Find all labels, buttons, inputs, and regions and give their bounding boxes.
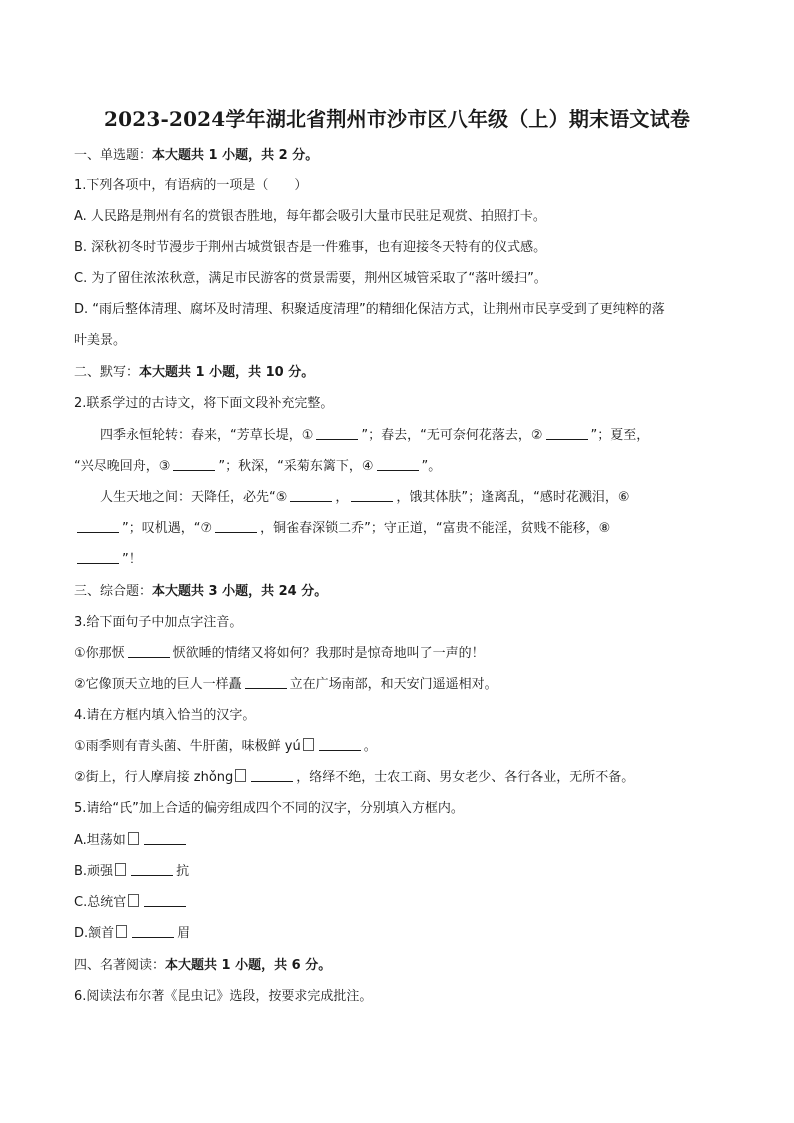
section-2-heading bbox=[74, 364, 724, 382]
q1-option-b: B. 深秋初冬时节漫步于荆州古城赏银杏是一件雅事，也有迎接冬天特有的仪式感。 bbox=[74, 240, 547, 255]
section-4-heading bbox=[74, 957, 724, 975]
q2-para2-line1 bbox=[100, 489, 750, 507]
q2-text: ”。 bbox=[421, 459, 442, 474]
q4-text: ②街上，行人摩肩接 zhǒng bbox=[74, 770, 234, 785]
q2-text: ”；春去，“无可奈何花落去，② bbox=[361, 428, 543, 443]
q3-line2 bbox=[74, 676, 724, 694]
char-box bbox=[235, 769, 246, 782]
q5-text: 抗 bbox=[176, 864, 190, 879]
char-box bbox=[303, 738, 314, 751]
q2-text: ，铜雀春深锁二乔”；守正道，“富贵不能淫，贫贱不能移，⑧ bbox=[260, 521, 611, 536]
q2-para2-line3 bbox=[74, 551, 724, 569]
q1-option-d: D. “雨后整体清理、腐坏及时清理、积聚适度清理”的精细化保洁方式，让荆州市民享受到了更纯粹的落 bbox=[74, 302, 665, 317]
q5-option-a bbox=[74, 832, 724, 850]
radical-blank-a[interactable] bbox=[144, 832, 186, 845]
char-box bbox=[116, 925, 127, 938]
q5-option-b bbox=[74, 863, 724, 881]
q2-para2-line2 bbox=[74, 520, 724, 538]
q5-stem: 5.请给“氏”加上合适的偏旁组成四个不同的汉字，分别填入方框内。 bbox=[74, 801, 464, 816]
q3-text: ①你那恹 bbox=[74, 646, 125, 661]
radical-blank-b[interactable] bbox=[131, 863, 173, 876]
q2-text: ”；夏至， bbox=[590, 428, 650, 443]
answer-blank-7[interactable] bbox=[215, 520, 257, 533]
q3-text: 恹欲睡的情绪又将如何？我那时是惊奇地叫了一声的！ bbox=[172, 646, 485, 661]
section-3-meta: 本大题共 3 小题，共 24 分。 bbox=[152, 584, 328, 599]
q2-text: 四季永恒轮转：春来，“芳草长堤，① bbox=[100, 428, 314, 443]
q1-option-a: A. 人民路是荆州有名的赏银杏胜地，每年都会吸引大量市民驻足观赏、拍照打卡。 bbox=[74, 209, 546, 224]
q1-option-c: C. 为了留住浓浓秋意，满足市民游客的赏景需要，荆州区城管采取了“落叶缓扫”。 bbox=[74, 271, 547, 286]
answer-blank-5b[interactable] bbox=[351, 489, 393, 502]
q2-text: ”；叹机遇，“⑦ bbox=[122, 521, 213, 536]
char-box bbox=[115, 863, 126, 876]
q1-stem: 1.下列各项中，有语病的一项是（ ） bbox=[74, 178, 308, 193]
section-4-meta: 本大题共 1 小题，共 6 分。 bbox=[165, 958, 332, 973]
q4-stem: 4.请在方框内填入恰当的汉字。 bbox=[74, 708, 256, 723]
section-2-meta: 本大题共 1 小题，共 10 分。 bbox=[139, 365, 315, 380]
q2-text: ， bbox=[335, 490, 349, 505]
q5-option-d bbox=[74, 925, 724, 943]
answer-blank-3[interactable] bbox=[173, 458, 215, 471]
q2-text: 人生天地之间：天降任，必先“⑤ bbox=[100, 490, 288, 505]
radical-blank-c[interactable] bbox=[144, 894, 186, 907]
q5-text: D.颔首 bbox=[74, 926, 115, 941]
section-2-label: 二、默写： bbox=[74, 365, 140, 380]
q2-text: “兴尽晚回舟，③ bbox=[74, 459, 171, 474]
section-3-heading bbox=[74, 583, 724, 601]
exam-title: 2023-2024学年湖北省荆州市沙市区八年级（上）期末语文试卷 bbox=[103, 107, 691, 131]
answer-blank-5a[interactable] bbox=[290, 489, 332, 502]
answer-blank-2[interactable] bbox=[546, 427, 588, 440]
q5-text: 眉 bbox=[177, 926, 191, 941]
q5-text: B.顽强 bbox=[74, 864, 114, 879]
q2-text: ”；秋深，“采菊东篱下，④ bbox=[218, 459, 374, 474]
section-1-heading bbox=[74, 147, 724, 165]
q1-option-d-cont: 叶美景。 bbox=[74, 333, 127, 348]
q6-stem: 6.阅读法布尔著《昆虫记》选段，按要求完成批注。 bbox=[74, 989, 373, 1004]
q2-text: ”！ bbox=[122, 552, 142, 567]
answer-blank-8[interactable] bbox=[77, 551, 119, 564]
q4-text: ①雨季则有青头菌、牛肝菌，味极鲜 yú bbox=[74, 739, 301, 754]
q4-text: ，络绎不绝，士农工商、男女老少、各行各业，无所不备。 bbox=[296, 770, 635, 785]
radical-blank-d[interactable] bbox=[132, 925, 174, 938]
pinyin-blank-1[interactable] bbox=[128, 645, 170, 658]
q2-para1-line1 bbox=[100, 427, 750, 445]
char-blank-1[interactable] bbox=[319, 738, 361, 751]
q5-text: C.总统官 bbox=[74, 895, 127, 910]
q5-text: A.坦荡如 bbox=[74, 833, 126, 848]
answer-blank-1[interactable] bbox=[316, 427, 358, 440]
q3-stem: 3.给下面句子中加点字注音。 bbox=[74, 615, 243, 630]
section-4-label: 四、名著阅读： bbox=[74, 958, 166, 973]
q2-text: ，饿其体肤”；逢离乱，“感时花溅泪，⑥ bbox=[396, 490, 630, 505]
section-1-label: 一、单选题： bbox=[74, 148, 153, 163]
q3-text: ②它像顶天立地的巨人一样矗 bbox=[74, 677, 242, 692]
q5-option-c bbox=[74, 894, 724, 912]
q4-line2 bbox=[74, 769, 724, 787]
q4-text: 。 bbox=[363, 739, 377, 754]
q2-para1-line2 bbox=[74, 458, 724, 476]
char-box bbox=[128, 894, 139, 907]
q3-text: 立在广场南部，和天安门遥遥相对。 bbox=[289, 677, 498, 692]
q3-line1 bbox=[74, 645, 724, 663]
char-box bbox=[128, 832, 139, 845]
section-3-label: 三、综合题： bbox=[74, 584, 153, 599]
section-1-meta: 本大题共 1 小题，共 2 分。 bbox=[152, 148, 319, 163]
q2-stem: 2.联系学过的古诗文，将下面文段补充完整。 bbox=[74, 396, 334, 411]
q4-line1 bbox=[74, 738, 724, 756]
pinyin-blank-2[interactable] bbox=[245, 676, 287, 689]
char-blank-2[interactable] bbox=[251, 769, 293, 782]
answer-blank-4[interactable] bbox=[377, 458, 419, 471]
answer-blank-6[interactable] bbox=[77, 520, 119, 533]
